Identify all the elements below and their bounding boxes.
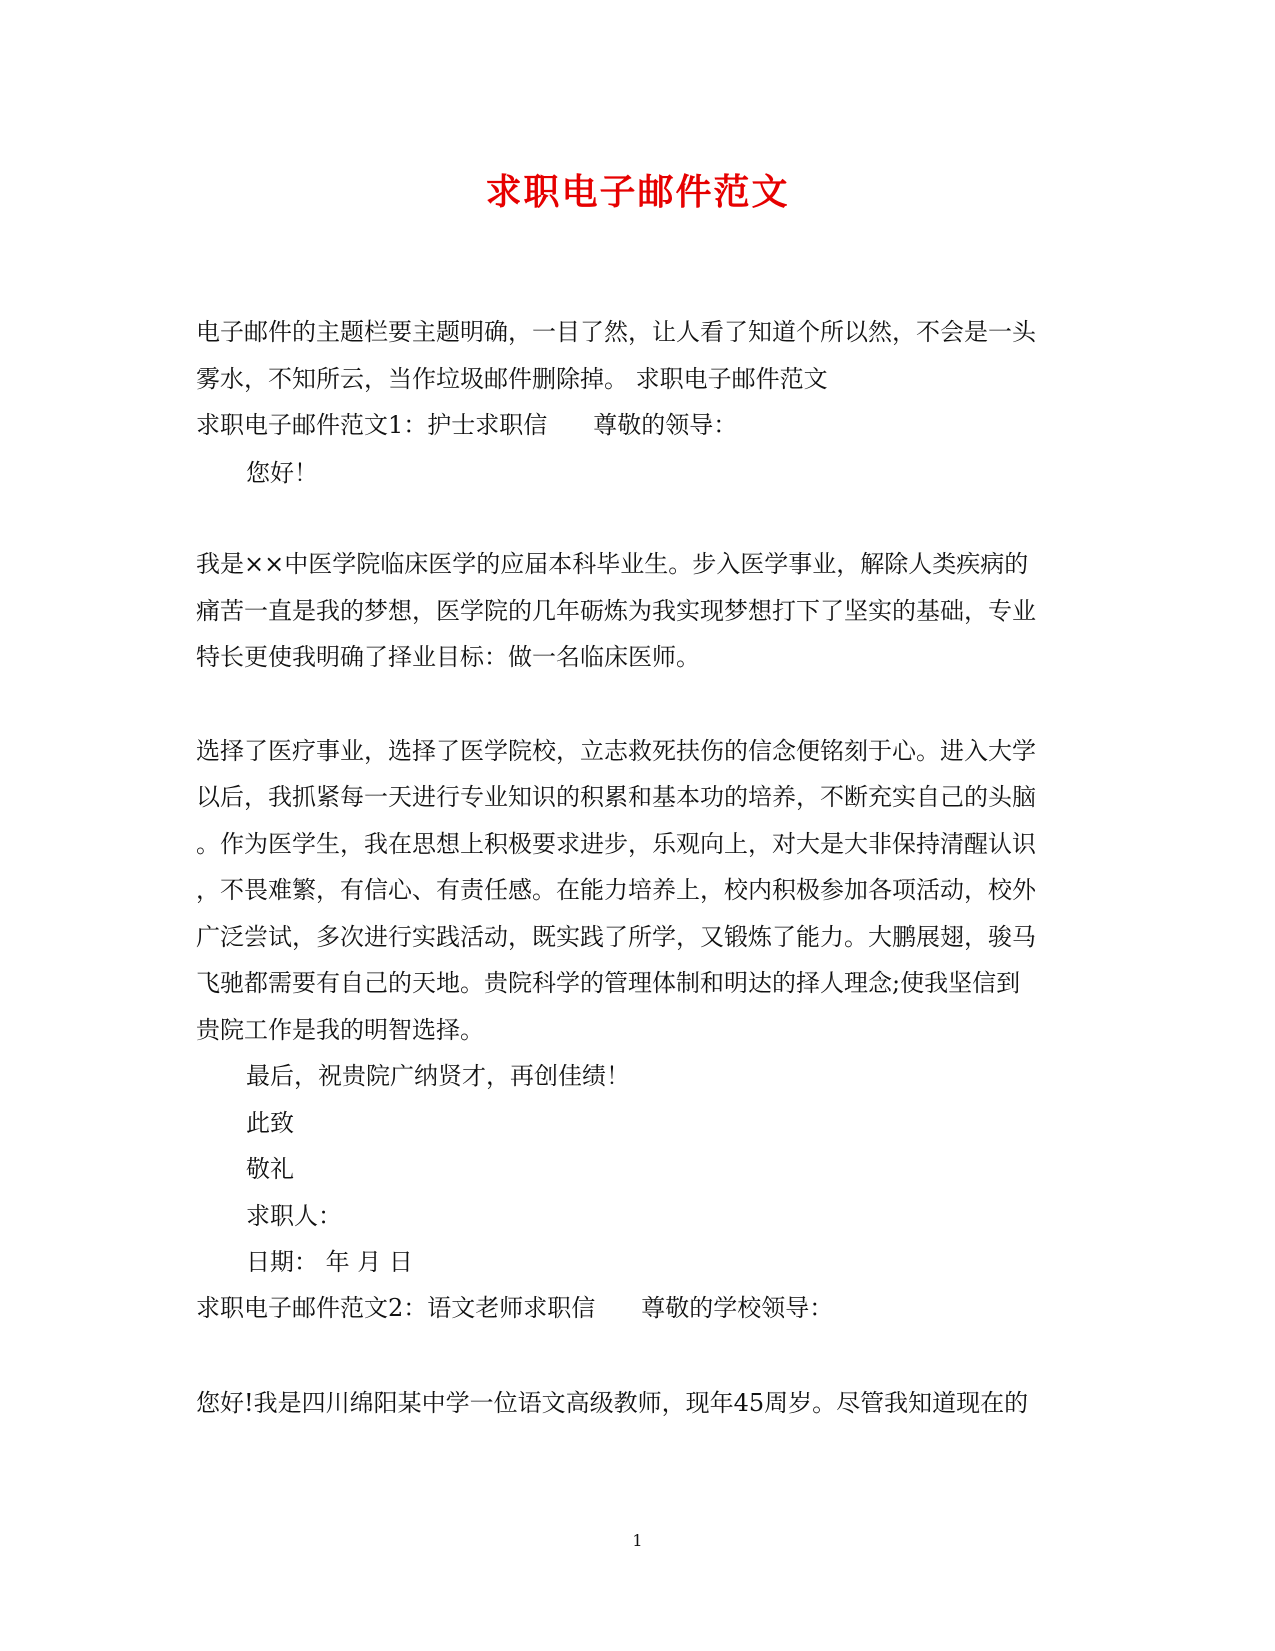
closing-line: 敬礼 bbox=[246, 1155, 294, 1183]
closing-line: 最后，祝贵院广纳贤才，再创佳绩！ bbox=[246, 1062, 630, 1090]
closing-line: 此致 bbox=[246, 1109, 294, 1137]
paragraph-line: 我是××中医学院临床医学的应届本科毕业生。步入医学事业，解除人类疾病的 bbox=[196, 550, 1029, 578]
salutation-2: 尊敬的学校领导： bbox=[641, 1294, 834, 1322]
paragraph-line: 贵院工作是我的明智选择。 bbox=[196, 1016, 484, 1044]
paragraph-line: 以后，我抓紧每一天进行专业知识的积累和基本功的培养，不断充实自己的头脑 bbox=[196, 783, 1036, 811]
section-heading-line bbox=[196, 409, 737, 441]
paragraph-line: 您好!我是四川绵阳某中学一位语文高级教师，现年45周岁。尽管我知道现在的 bbox=[196, 1389, 1029, 1417]
paragraph-line: 广泛尝试，多次进行实践活动，既实践了所学，又锻炼了能力。大鹏展翅，骏马 bbox=[196, 923, 1036, 951]
document-title: 求职电子邮件范文 bbox=[485, 171, 790, 213]
paragraph-line: 选择了医疗事业，选择了医学院校，立志救死扶伤的信念便铭刻于心。进入大学 bbox=[196, 737, 1036, 765]
signature-line: 求职人： bbox=[246, 1202, 342, 1230]
salutation-1: 尊敬的领导： bbox=[593, 411, 738, 439]
section-heading-line bbox=[196, 1292, 833, 1324]
paragraph-line: 飞驰都需要有自己的天地。贵院科学的管理体制和明达的择人理念;使我坚信到 bbox=[196, 969, 1021, 997]
date-line: 日期： 年 月 日 bbox=[246, 1248, 413, 1276]
page-number: 1 bbox=[632, 1531, 643, 1550]
paragraph-line: 雾水，不知所云，当作垃圾邮件删除掉。 求职电子邮件范文 bbox=[196, 365, 828, 393]
section-heading-2: 求职电子邮件范文2：语文老师求职信 bbox=[196, 1294, 596, 1322]
paragraph-line: 痛苦一直是我的梦想，医学院的几年砺炼为我实现梦想打下了坚实的基础，专业 bbox=[196, 597, 1036, 625]
paragraph-line: 特长更使我明确了择业目标：做一名临床医师。 bbox=[196, 643, 700, 671]
paragraph-line: ，不畏难繁，有信心、有责任感。在能力培养上，校内积极参加各项活动，校外 bbox=[196, 876, 1036, 904]
paragraph-line: 。作为医学生，我在思想上积极要求进步，乐观向上，对大是大非保持清醒认识 bbox=[196, 830, 1036, 858]
section-heading-1: 求职电子邮件范文1：护士求职信 bbox=[196, 411, 548, 439]
greeting-line: 您好！ bbox=[246, 459, 318, 487]
paragraph-line: 电子邮件的主题栏要主题明确，一目了然，让人看了知道个所以然，不会是一头 bbox=[196, 318, 1036, 346]
